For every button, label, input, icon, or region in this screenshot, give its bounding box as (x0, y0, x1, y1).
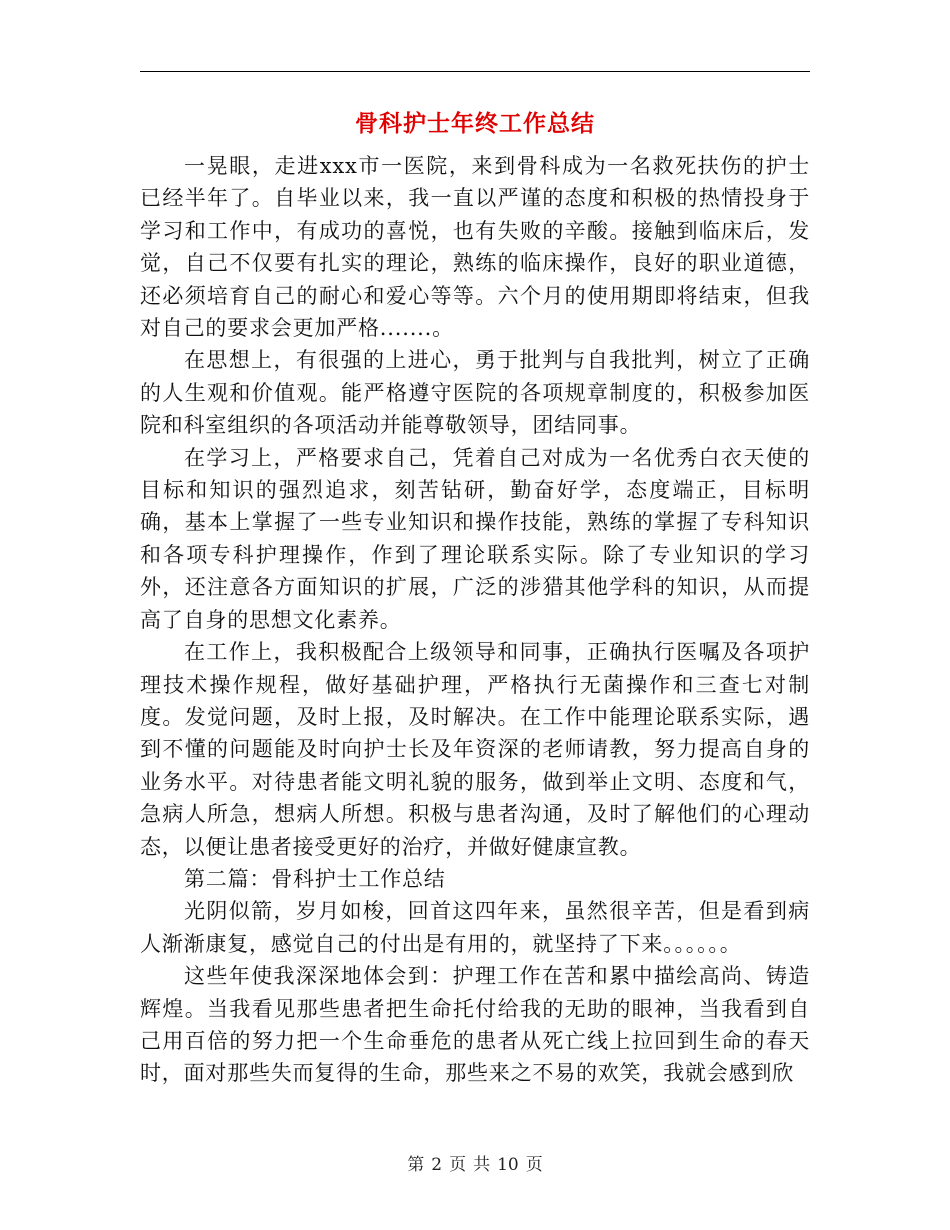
footer-page-number: 2 (431, 1155, 443, 1175)
paragraph-work: 在工作上，我积极配合上级领导和同事，正确执行医嘱及各项护理技术操作规程，做好基础护理，严格执行无菌操作和三查七对制度。发觉问题，及时上报，及时解决。在工作中能理论联系实际，遇到不懂的问题能及时向护士长及年资深的老师请教，努力提高自身的业务水平。对待患者能文明礼貌的服务，做到举止文明、态度和气，急病人所急，想病人所想。积极与患者沟通，及时了解他们的心理动态，以便让患者接受更好的治疗，并做好健康宣教。 (140, 640, 810, 859)
header-rule (140, 71, 810, 72)
paragraph-thought: 在思想上，有很强的上进心，勇于批判与自我批判，树立了正确的人生观和价值观。能严格遵守医院的各项规章制度的，积极参加医院和科室组织的各项活动并能尊敬领导，团结同事。 (140, 348, 810, 438)
paragraph-experience: 这些年使我深深地体会到：护理工作在苦和累中描绘高尚、铸造辉煌。当我看见那些患者把生命托付给我的无助的眼神，当我看到自己用百倍的努力把一个生命垂危的患者从死亡线上拉回到生命的春天时，面对那些失而复得的生命，那些来之不易的欢笑，我就会感到欣 (140, 964, 810, 1086)
page-footer (0, 1153, 950, 1177)
paragraph-intro: 一晃眼，走进xxx市一医院，来到骨科成为一名救死扶伤的护士已经半年了。自毕业以来，我一直以严谨的态度和积极的热情投身于学习和工作中，有成功的喜悦，也有失败的辛酸。接触到临床后，发觉，自己不仅要有扎实的理论，熟练的临床操作，良好的职业道德，还必须培育自己的耐心和爱心等等。六个月的使用期即将结束，但我对自己的要求会更加严格.......。 (140, 154, 810, 341)
paragraph-study: 在学习上，严格要求自己，凭着自己对成为一名优秀白衣天使的目标和知识的强烈追求，刻苦钻研，勤奋好学，态度端正，目标明确，基本上掌握了一些专业知识和操作技能，熟练的掌握了专科知识和各项专科护理操作，作到了理论联系实际。除了专业知识的学习外，还注意各方面知识的扩展，广泛的涉猎其他学科的知识，从而提高了自身的思想文化素养。 (140, 445, 810, 632)
footer-total-unit: 页 (525, 1155, 543, 1175)
section-heading-second-article: 第二篇：骨科护士工作总结 (184, 866, 446, 891)
document-title: 骨科护士年终工作总结 (355, 110, 595, 137)
footer-total-pages: 10 (497, 1155, 519, 1175)
document-body (140, 150, 810, 1090)
footer-page-prefix: 第 (407, 1155, 425, 1175)
footer-total-prefix: 共 (473, 1155, 491, 1175)
paragraph-four-years: 光阴似箭，岁月如梭，回首这四年来，虽然很辛苦，但是看到病人渐渐康复，感觉自己的付出是有用的，就坚持了下来。。。。。。 (140, 899, 810, 956)
footer-page-unit: 页 (449, 1155, 467, 1175)
